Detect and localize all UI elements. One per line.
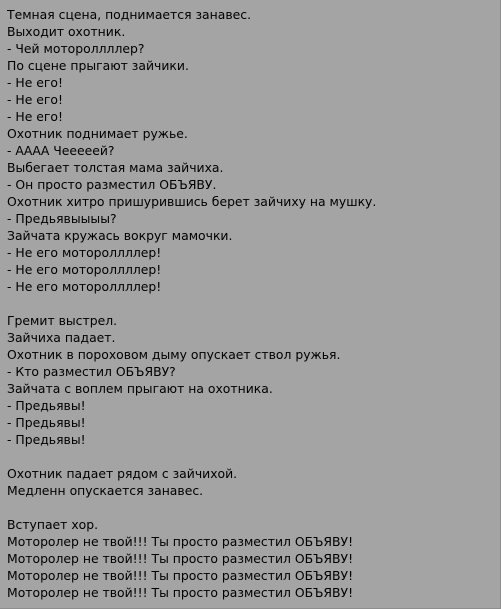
text-line — [7, 499, 495, 516]
text-line: Медленн опускается занавес. — [7, 483, 204, 498]
text-line: Охотник в пороховом дыму опускает ствол ружья. — [7, 347, 341, 362]
text-line: - Не его мотороллллер! — [7, 262, 162, 277]
text-line: - Предьявыыыы? — [7, 211, 117, 226]
text-line: Гремит выстрел. — [7, 313, 118, 328]
text-line: Охотник падает рядом с зайчихой. — [7, 466, 238, 481]
text-line — [7, 448, 495, 465]
text-line: Зайчата с воплем прыгают на охотника. — [7, 381, 273, 396]
text-line: - Не его! — [7, 92, 63, 107]
text-line: - Кто разместил ОБЪЯВУ? — [7, 364, 176, 379]
text-line: - Не его! — [7, 109, 63, 124]
text-line: Зайчиха падает. — [7, 330, 116, 345]
text-line: - Не его! — [7, 75, 63, 90]
text-line — [7, 295, 495, 312]
script-text-block — [7, 6, 495, 601]
text-line: Моторолер не твой!!! Ты просто разместил ОБЪЯВУ! — [7, 551, 354, 566]
text-line: Темная сцена, поднимается занавес. — [7, 7, 252, 22]
text-line: - АААА Чееееей? — [7, 143, 115, 158]
text-line: - Он просто разместил ОБЪЯВУ. — [7, 177, 217, 192]
text-line: Моторолер не твой!!! Ты просто разместил ОБЪЯВУ! — [7, 585, 354, 600]
text-line: - Чей мотороллллер? — [7, 41, 145, 56]
text-line: - Предьявы! — [7, 398, 86, 413]
text-line: Вступает хор. — [7, 517, 99, 532]
text-line: - Не его мотороллллер! — [7, 279, 162, 294]
text-line: - Предьявы! — [7, 432, 86, 447]
text-line: Зайчата кружась вокруг мамочки. — [7, 228, 233, 243]
text-line: Моторолер не твой!!! Ты просто разместил ОБЪЯВУ! — [7, 568, 354, 583]
text-line: Охотник хитро пришурившись берет зайчиху на мушку. — [7, 194, 377, 209]
text-line: Выходит охотник. — [7, 24, 126, 39]
text-line: - Не его мотороллллер! — [7, 245, 162, 260]
text-line: Моторолер не твой!!! Ты просто разместил ОБЪЯВУ! — [7, 534, 354, 549]
text-line: По сцене прыгают зайчики. — [7, 58, 189, 73]
text-line: - Предьявы! — [7, 415, 86, 430]
text-line: Выбегает толстая мама зайчиха. — [7, 160, 224, 175]
text-line: Охотник поднимает ружье. — [7, 126, 188, 141]
